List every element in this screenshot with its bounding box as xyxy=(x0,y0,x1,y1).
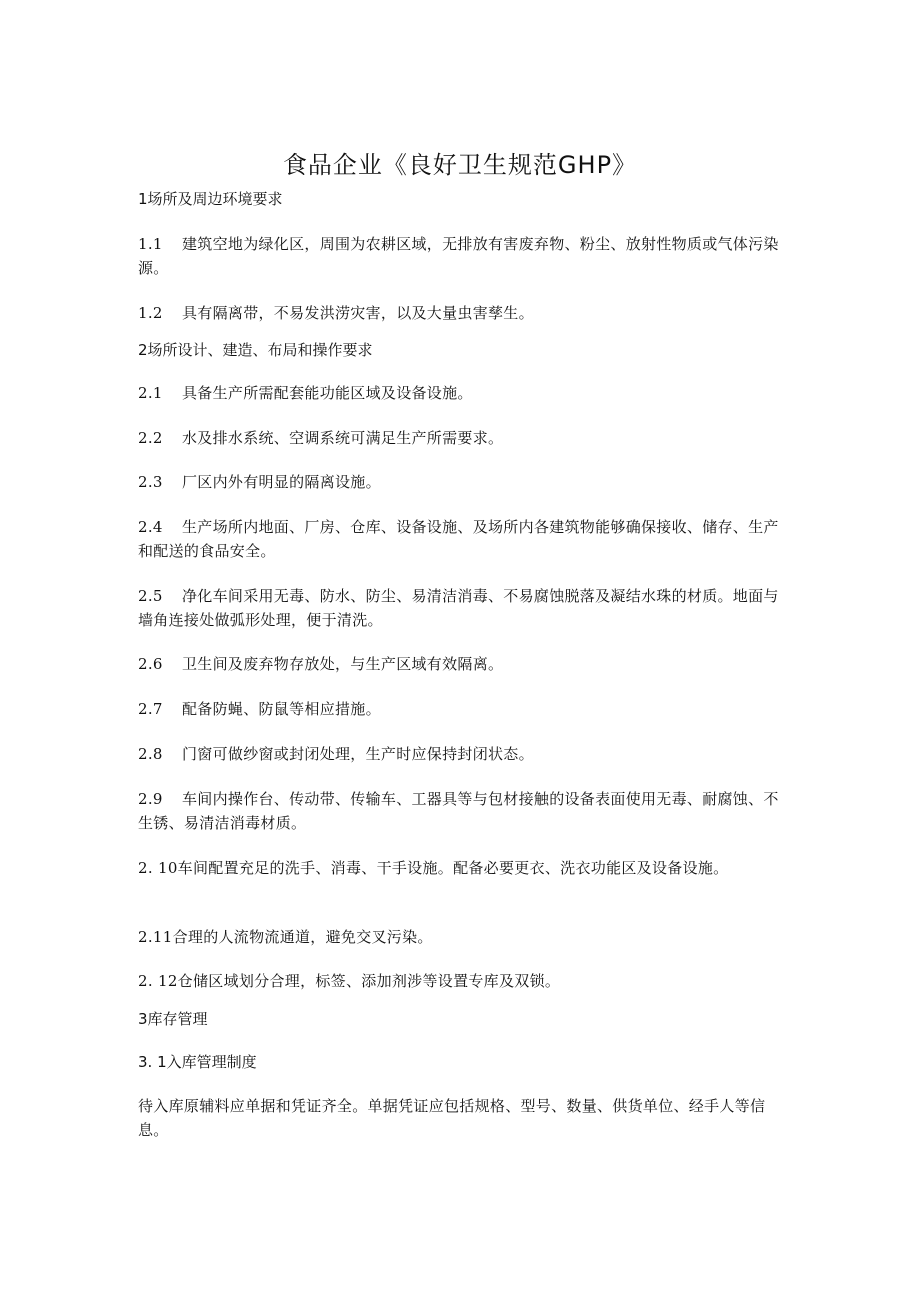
paragraph-1-2 xyxy=(138,301,788,325)
paragraph-2-12: 2. 12仓储区域划分合理，标签、添加剂涉等设置专库及双锁。 xyxy=(138,972,561,990)
paragraph-2-8 xyxy=(138,742,788,766)
paragraph-2-11: 2.11合理的人流物流通道，避免交叉污染。 xyxy=(138,928,433,946)
document-title: 食品企业《良好卫生规范GHP》 xyxy=(282,151,638,179)
paragraph-text: 建筑空地为绿化区，周围为农耕区域，无排放有害废弃物、粉尘、放射性物质或气体污染源。 xyxy=(138,235,779,277)
paragraph-number: 2.8 xyxy=(138,745,163,763)
paragraph-text: 具备生产所需配套能功能区域及设备设施。 xyxy=(182,384,473,402)
paragraph-2-4 xyxy=(138,515,788,563)
paragraph-2-10: 2. 10车间配置充足的洗手、消毒、干手设施。配备必要更衣、洗衣功能区及设备设施。 xyxy=(138,859,729,877)
paragraph-2-3 xyxy=(138,470,788,494)
paragraph-text: 净化车间采用无毒、防水、防尘、易清洁消毒、不易腐蚀脱落及凝结水珠的材质。地面与墙角连接处做弧形处理，便于清洗。 xyxy=(138,587,779,629)
paragraph-text: 厂区内外有明显的隔离设施。 xyxy=(182,473,381,491)
paragraph-number: 1.2 xyxy=(138,304,163,322)
paragraph-2-2 xyxy=(138,426,788,450)
paragraph-text: 配备防蝇、防鼠等相应措施。 xyxy=(182,700,381,718)
section-heading-2: 2场所设计、建造、布局和操作要求 xyxy=(138,341,373,359)
paragraph-number: 2.3 xyxy=(138,473,163,491)
paragraph-number: 2.1 xyxy=(138,384,163,402)
paragraph-2-5 xyxy=(138,584,788,632)
paragraph-2-1 xyxy=(138,381,788,405)
paragraph-number: 2.6 xyxy=(138,655,163,673)
paragraph-number: 2.2 xyxy=(138,429,163,447)
paragraph-text: 生产场所内地面、厂房、仓库、设备设施、及场所内各建筑物能够确保接收、储存、生产和配送的食品安全。 xyxy=(138,518,779,560)
section-heading-3: 3库存管理 xyxy=(138,1010,208,1028)
paragraph-text: 门窗可做纱窗或封闭处理，生产时应保持封闭状态。 xyxy=(182,745,534,763)
paragraph-2-9 xyxy=(138,787,788,835)
paragraph-number: 2.5 xyxy=(138,587,163,605)
paragraph-text: 车间内操作台、传动带、传输车、工器具等与包材接触的设备表面使用无毒、耐腐蚀、不生锈、易清洁消毒材质。 xyxy=(138,790,779,832)
paragraph-3-1: 待入库原辅料应单据和凭证齐全。单据凭证应包括规格、型号、数量、供货单位、经手人等信息。 xyxy=(138,1097,766,1139)
section-heading-1: 1场所及周边环境要求 xyxy=(138,190,283,208)
paragraph-number: 2.9 xyxy=(138,790,163,808)
paragraph-text: 卫生间及废弃物存放处，与生产区域有效隔离。 xyxy=(182,655,504,673)
paragraph-2-7 xyxy=(138,697,788,721)
paragraph-1-1 xyxy=(138,232,788,280)
paragraph-number: 2.7 xyxy=(138,700,163,718)
subsection-heading-3-1: 3. 1入库管理制度 xyxy=(138,1053,257,1071)
paragraph-number: 1.1 xyxy=(138,235,163,253)
paragraph-number: 2.4 xyxy=(138,518,163,536)
paragraph-2-6 xyxy=(138,652,788,676)
paragraph-text: 水及排水系统、空调系统可满足生产所需要求。 xyxy=(182,429,504,447)
paragraph-text: 具有隔离带，不易发洪涝灾害，以及大量虫害孳生。 xyxy=(182,304,534,322)
